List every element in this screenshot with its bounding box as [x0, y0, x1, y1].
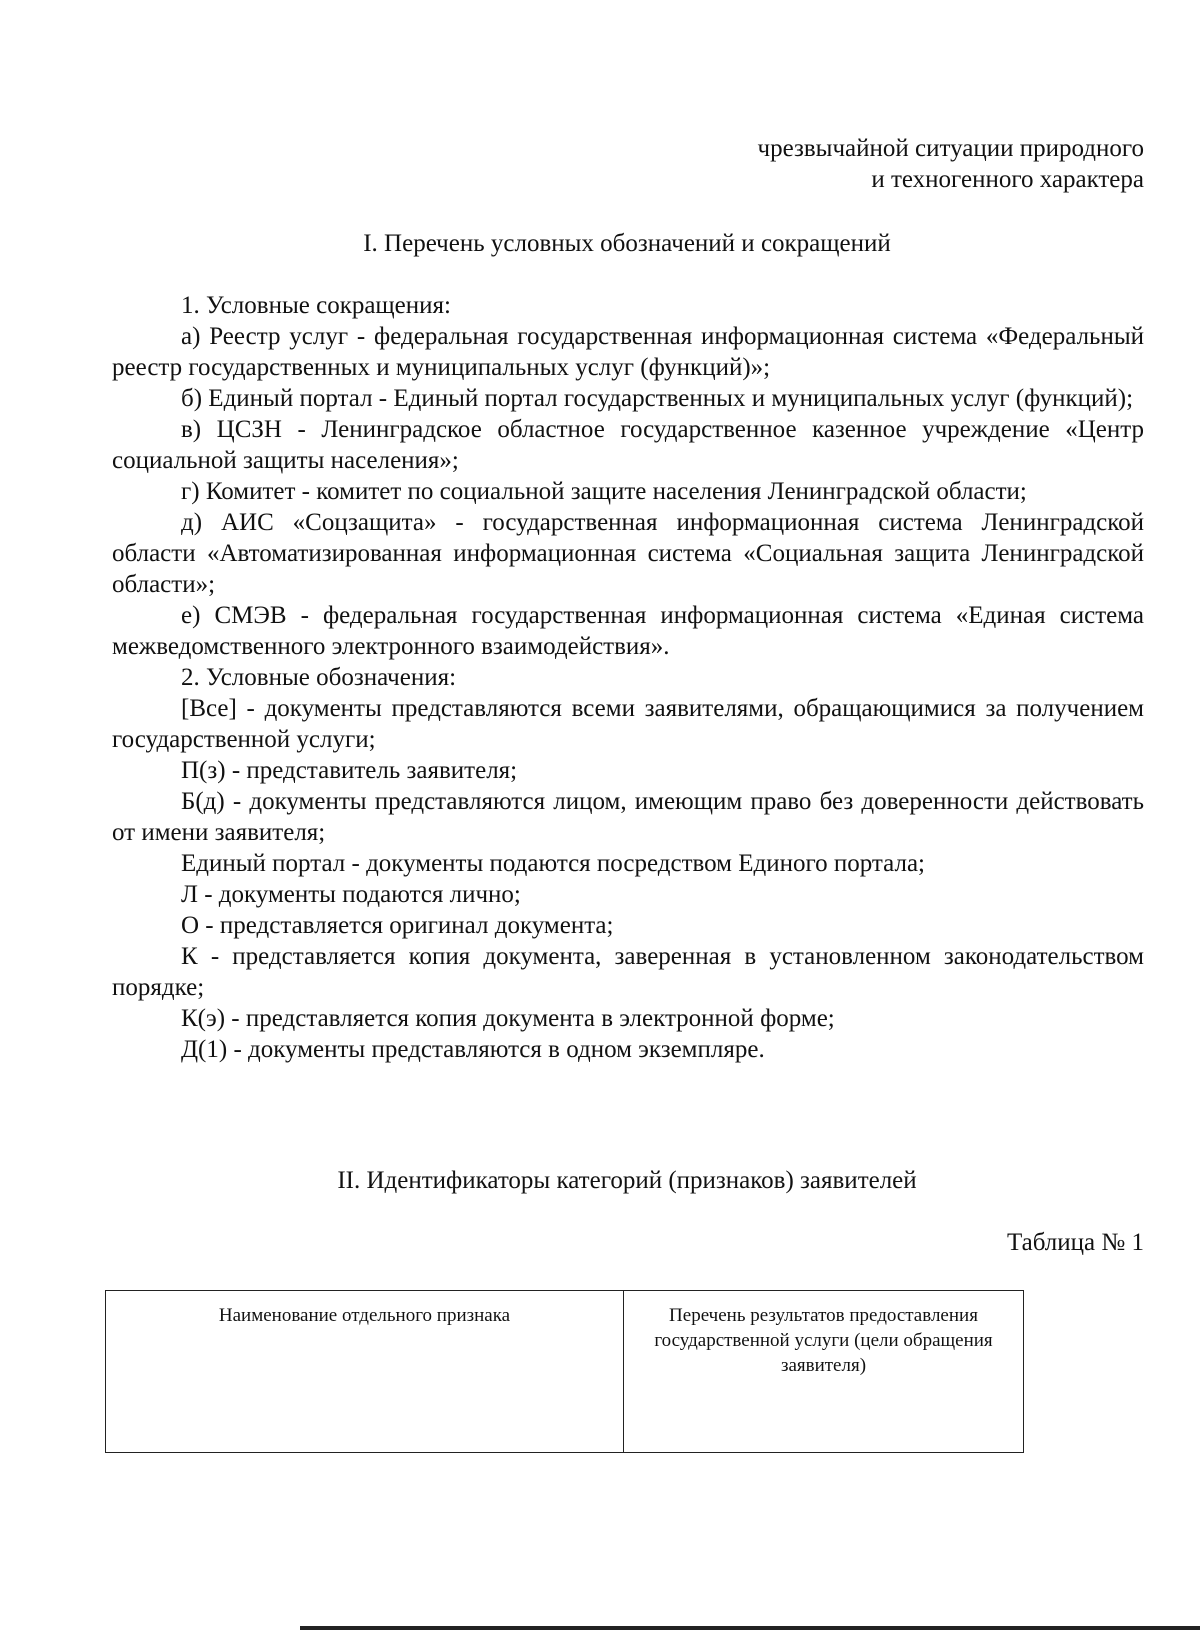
paragraph: б) Единый портал - Единый портал государственных и муниципальных услуг (функций); — [181, 385, 1134, 412]
paragraph: е) СМЭВ - федеральная государственная информационная система «Единая система межведомственного электронного взаимодействия». — [112, 602, 1144, 660]
paragraph: д) АИС «Соцзащита» - государственная информационная система Ленинградской области «Автоматизированная информационная система «Социальная защита Ленинградской области»; — [112, 509, 1144, 598]
paragraph: Б(д) - документы представляются лицом, имеющим право без доверенности действовать от имени заявителя; — [112, 788, 1144, 846]
header-line-1: чрезвычайной ситуации природного — [757, 135, 1144, 162]
paragraph: К(э) - представляется копия документа в электронной форме; — [181, 1005, 835, 1032]
table-header-cell: Наименование отдельного признака — [106, 1291, 624, 1453]
document-body — [112, 290, 1144, 1065]
paragraph: в) ЦСЗН - Ленинградское областное государственное казенное учреждение «Центр социальной защиты населения»; — [112, 416, 1144, 474]
section-2-title: II. Идентификаторы категорий (признаков) заявителей — [337, 1167, 917, 1194]
table-caption: Таблица № 1 — [1006, 1229, 1144, 1256]
paragraph: Л - документы подаются лично; — [181, 881, 521, 908]
table-header-cell: Перечень результатов предоставления государственной услуги (цели обращения заявителя) — [624, 1291, 1024, 1453]
table-header-row — [106, 1291, 1024, 1453]
page-bottom-edge — [300, 1626, 1200, 1630]
paragraph: 1. Условные сокращения: — [181, 292, 451, 319]
paragraph: Единый портал - документы подаются посредством Единого портала; — [181, 850, 925, 877]
paragraph: г) Комитет - комитет по социальной защите населения Ленинградской области; — [181, 478, 1027, 505]
paragraph: Д(1) - документы представляются в одном экземпляре. — [181, 1036, 765, 1063]
document-header — [758, 133, 1145, 195]
paragraph: а) Реестр услуг - федеральная государственная информационная система «Федеральный реестр государственных и муниципальных услуг (функций)»; — [112, 323, 1144, 381]
paragraph: 2. Условные обозначения: — [181, 664, 457, 691]
paragraph: О - представляется оригинал документа; — [181, 912, 614, 939]
paragraph: К - представляется копия документа, заверенная в установленном законодательством порядке; — [112, 943, 1144, 1001]
paragraph: П(з) - представитель заявителя; — [181, 757, 518, 784]
header-line-2: и техногенного характера — [871, 166, 1144, 193]
section-1-title: I. Перечень условных обозначений и сокращений — [363, 230, 891, 257]
paragraph: [Все] - документы представляются всеми заявителями, обращающимися за получением государственной услуги; — [112, 695, 1144, 753]
applicant-categories-table — [105, 1290, 1024, 1453]
